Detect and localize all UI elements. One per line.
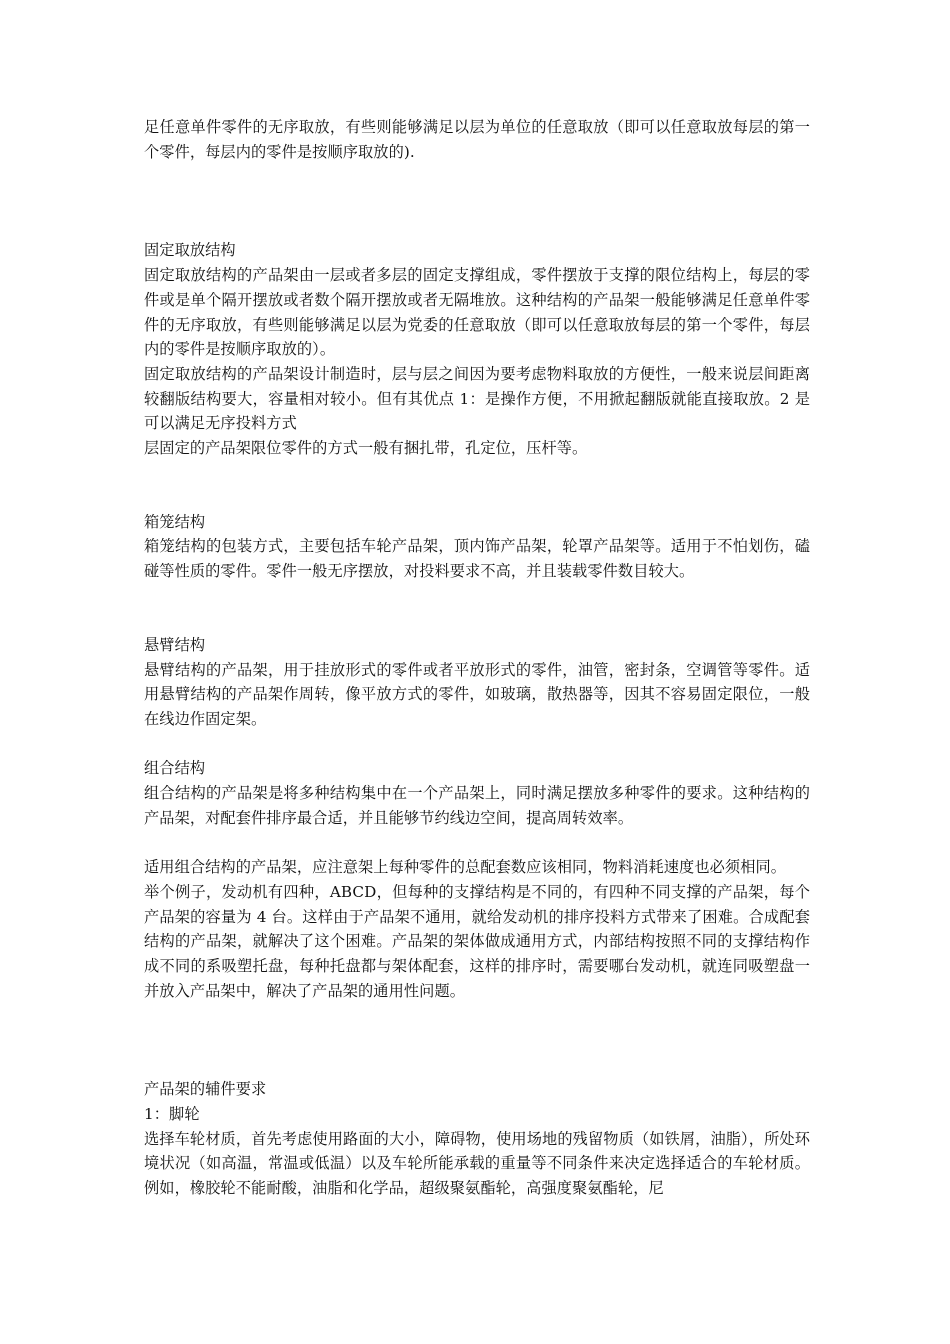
section-spacer	[144, 584, 810, 633]
fixed-paragraph-2: 固定取放结构的产品架设计制造时，层与层之间因为要考虑物料取放的方便性，一般来说层间距离较翻版结构要大，容量相对较小。但有其优点 1：是操作方便，不用掀起翻版就能直接取放。2 是可以满足无序投料方式	[144, 364, 810, 433]
section-spacer	[144, 461, 810, 510]
section-heading-cantilever: 悬臂结构	[144, 635, 206, 654]
fixed-paragraph-1: 固定取放结构的产品架由一层或者多层的固定支撑组成，零件摆放于支撑的限位结构上，每层的零件或是单个隔开摆放或者数个隔开摆放或者无隔堆放。这种结构的产品架一般能够满足任意单件零件的无序取放，有些则能够满足以层为党委的任意取放（即可以任意取放每层的第一个零件，每层内的零件是按顺序取放的）。	[144, 266, 810, 359]
cage-paragraph-1: 箱笼结构的包装方式，主要包括车轮产品架，顶内饰产品架，轮罩产品架等。适用于不怕划伤，磕碰等性质的零件。零件一般无序摆放，对投料要求不高，并且装载零件数目较大。	[144, 537, 810, 581]
fixed-paragraph-3: 层固定的产品架限位零件的方式一般有捆扎带，孔定位，压杆等。	[144, 439, 588, 458]
section-spacer	[144, 732, 810, 757]
section-heading-cage: 箱笼结构	[144, 512, 206, 531]
accessories-subheading-casters: 1：脚轮	[144, 1105, 200, 1124]
combined-paragraph-3: 举个例子，发动机有四种，ABCD，但每种的支撑结构是不同的，有四种不同支撑的产品架，每个产品架的容量为 4 台。这样由于产品架不通用，就给发动机的排序投料方式带来了困难。合成配套结构的产品架，就解决了这个困难。产品架的架体做成通用方式，内部结构按照不同的支撑结构作成不同的系吸塑托盘，每种托盘都与架体配套，这样的排序时，需要哪台发动机，就连同吸塑盘一并放入产品架中，解决了产品架的通用性问题。	[144, 882, 810, 1000]
cantilever-paragraph-1: 悬臂结构的产品架，用于挂放形式的零件或者平放形式的零件，油管，密封条，空调管等零件。适用悬臂结构的产品架作周转，像平放方式的零件，如玻璃，散热器等，因其不容易固定限位，一般在线边作固定架。	[144, 660, 810, 728]
accessories-paragraph-1: 选择车轮材质，首先考虑使用路面的大小，障碍物，使用场地的残留物质（如铁屑，油脂），所处环境状况（如高温，常温或低温）以及车轮所能承载的重量等不同条件来决定选择适合的车轮材质。例如，橡胶轮不能耐酸，油脂和化学品，超级聚氨酯轮，高强度聚氨酯轮，尼	[144, 1129, 810, 1198]
section-heading-accessories: 产品架的辅件要求	[144, 1080, 267, 1099]
intro-paragraph: 足任意单件零件的无序取放，有些则能够满足以层为单位的任意取放（即可以任意取放每层的第一个零件，每层内的零件是按顺序取放的).	[144, 118, 810, 161]
section-spacer	[144, 164, 810, 238]
document-body	[144, 115, 810, 1201]
section-spacer	[144, 830, 810, 855]
section-spacer	[144, 1003, 810, 1077]
combined-paragraph-2: 适用组合结构的产品架，应注意架上每种零件的总配套数应该相同，物料消耗速度也必须相同。	[144, 858, 787, 877]
section-heading-fixed: 固定取放结构	[144, 241, 236, 260]
combined-paragraph-1: 组合结构的产品架是将多种结构集中在一个产品架上，同时满足摆放多种零件的要求。这种结构的产品架，对配套件排序最合适，并且能够节约线边空间，提高周转效率。	[144, 784, 810, 827]
section-heading-combined: 组合结构	[144, 759, 206, 778]
